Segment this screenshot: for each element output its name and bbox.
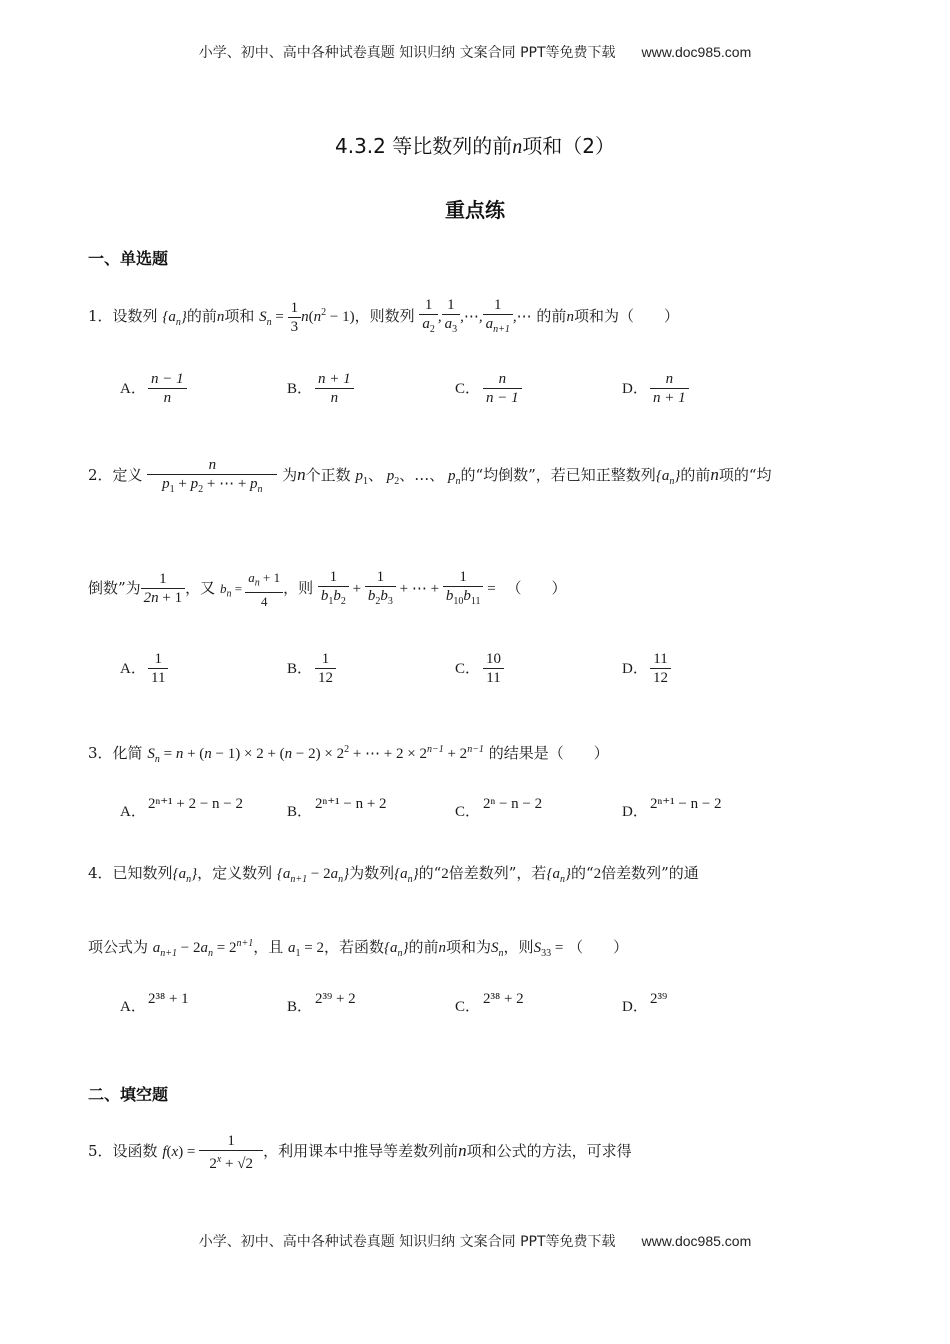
title-prefix: 4.3.2 等比数列的前 [335,134,513,158]
question-text: ，则数列 [354,306,415,325]
question-text: 的前 [186,306,217,325]
option-den: n [163,390,172,406]
question-3 [88,742,609,765]
question-text: 的“ [418,864,442,882]
question-text: 倍差数列”，若 [448,864,547,882]
option-label: C． [455,999,481,1015]
q2-option-d[interactable] [622,650,671,687]
question-text: 的结果是（ ） [488,744,609,762]
header-banner-text: 小学、初中、高中各种试卷真题 知识归纳 文案合同 PPT等免费下载 [198,45,616,61]
question-text: 倒数”为 [88,578,141,597]
question-text: 项和公式的方法，可求得 [466,1141,632,1160]
option-den: n + 1 [653,390,686,406]
option-den: n [330,390,339,406]
question-text: 的前 [408,938,439,956]
question-number: 2． [88,466,113,484]
footer-url-link[interactable]: www.doc985.com [641,1233,752,1249]
option-label: A． [120,660,146,677]
question-text: 项和为 [446,938,492,956]
page-subtitle: 重点练 [445,198,505,222]
math-a1: $a_1 = 2$ [288,940,324,959]
question-number: 1． [88,306,113,325]
option-label: D． [622,380,648,397]
option-num: 10 [483,650,504,669]
q2-option-b[interactable] [287,650,336,687]
q4-option-c[interactable] [455,991,524,1016]
math-seq-an: $\{a_n\}$ [162,308,187,328]
question-text: ，定义数列 [197,864,273,882]
footer-banner [0,1231,950,1251]
header-url-link[interactable]: www.doc985.com [641,44,752,60]
question-text: 的前 [680,466,711,484]
question-4-cont: 项公式为 $a_{n+1} - 2a_n = 2^{n+1}$，且 $a_1 = 2$，若函数$\{a_n\}$的前n项和为$S_n$，则$S_{33}$ = （ ） [88,938,629,959]
option-den: n − 1 [486,390,519,406]
option-label: B． [287,380,313,397]
option-num: n [650,370,689,389]
q4-option-b[interactable] [287,991,356,1016]
question-text: 为 [282,466,298,484]
math-sn-expression: $S_n = n + (n - 1) \times 2 + (n - 2) \times 2^2$ + ⋯ + $2 \times 2^{n-1} + 2^{n-1}$ [147,744,484,765]
question-text: 项公式为 [88,938,149,956]
question-text: ，利用课本中推导等差数列前 [263,1141,459,1160]
option-label: C． [455,804,481,820]
option-expr: 2ⁿ⁺¹ − n − 2 [650,796,722,812]
question-text: ，则 [283,578,314,597]
option-num: 11 [650,650,671,669]
option-expr: 2³⁸ + 1 [148,991,189,1007]
math-reciprocal-seq: $\frac{1}{a_2}$ , $\frac{1}{a_3}$ ,⋯, $\frac{1}{a_{n+1}}$ ,⋯ [419,309,531,325]
question-2-cont: 倒数”为 $\frac{1}{2n + 1}$ ，又 $b_n$ = $\frac{a_n + 1}{4}$ ，则 $\frac{1}{b_1b_2}$ + $\frac{1}{b_2b_3}$ + ⋯ + $\frac{1}{b_{10}b_{11}}$ = （ ） [88,569,567,610]
option-label: B． [287,660,313,677]
math-two: 2 [441,866,449,882]
title-suffix: 项和（2） [522,134,615,158]
option-label: B． [287,804,313,820]
question-text: 项的“均 [718,466,772,484]
question-text: 项和为（ ） [573,306,679,325]
option-label: C． [455,660,481,677]
option-label: D． [622,804,648,820]
question-number: 5． [88,1141,113,1160]
math-function-def: f(x) = $\frac{1}{2^x + √2}$ [162,1144,263,1160]
math-bn-def: $b_n$ = $\frac{a_n + 1}{4}$ [220,581,283,596]
question-text: 的前 [536,306,567,325]
question-text: 倍差数列”的通 [601,864,699,882]
option-den: 11 [486,670,501,686]
question-text: 个正数 [305,466,351,484]
option-den: 12 [653,670,668,686]
option-num: n [483,370,522,389]
question-text: ，若函数 [324,938,385,956]
math-diff-seq: $\{a_{n+1} - 2a_n\}$ [276,866,350,885]
q4-option-a[interactable] [120,991,189,1016]
option-expr: 2ⁿ⁺¹ + 2 − n − 2 [148,796,244,812]
q3-option-a[interactable] [120,796,244,821]
footer-banner-text: 小学、初中、高中各种试卷真题 知识归纳 文案合同 PPT等免费下载 [198,1234,616,1250]
question-number: 3． [88,744,113,762]
option-expr: 2³⁹ [650,991,668,1007]
option-num: 1 [148,650,168,669]
math-diff-formula: $a_{n+1} - 2a_n = 2^{n+1}$ [152,938,254,959]
question-4: 4．已知数列$\{a_n\}$，定义数列 $\{a_{n+1} - 2a_n\}$为数列$\{a_n\}$的“2倍差数列”，若$\{a_n\}$的“2倍差数列”的通 [88,864,699,885]
option-label: B． [287,999,313,1015]
question-text: （ ） [506,578,567,597]
math-mean-reciprocal-def: $\frac{n}{p_1 + p_2 + \cdots + p_n}$ [147,456,277,499]
option-den: 12 [318,670,333,686]
q4-option-d[interactable] [622,991,668,1016]
option-label: C． [455,380,481,397]
q1-option-a[interactable] [120,370,187,407]
title-var: n [512,136,523,158]
question-text: 设函数 [112,1141,158,1160]
math-p-list: $p_1$、 $p_2$、…、 $p_n$ [355,466,461,487]
option-num: n + 1 [315,370,354,389]
option-expr: 2ⁿ − n − 2 [483,796,543,812]
question-text: 定义 [112,466,143,484]
q2-option-a[interactable] [120,650,168,687]
question-text: 已知数列 [112,864,173,882]
q2-option-c[interactable] [455,650,504,687]
option-label: A． [120,999,146,1015]
q3-option-d[interactable] [622,796,722,821]
question-text: ，且 [253,938,284,956]
option-expr: 2ⁿ⁺¹ − n + 2 [315,796,387,812]
question-5: 5．设函数 f(x) = $\frac{1}{2^x + √2}$ ，利用课本中推导等差数列前n项和公式的方法，可求得 [88,1133,632,1172]
question-text: ，则 [503,938,534,956]
question-text: 化简 [112,744,143,762]
question-text: 项和 [224,306,255,325]
question-text: 的“均倒数”，若已知正整数列 [460,466,656,484]
math-sn-formula: $S_n$ = $\frac{1}{3}$ $n(n^2 - 1)$ [259,300,355,335]
math-bn-sum: $\frac{1}{b_1b_2}$ + $\frac{1}{b_2b_3}$ + ⋯ + $\frac{1}{b_{10}b_{11}}$ = [318,581,496,597]
section-single-choice: 一、单选题 [88,249,169,268]
page-title [0,130,950,159]
q1-option-d[interactable] [622,370,689,407]
question-2: 2．定义 $\frac{n}{p_1 + p_2 + \cdots + p_n}$ 为n个正数 $p_1$、 $p_2$、…、 $p_n$的“均倒数”，若已知正整数列$\{a_n\}$的前n项的“均 [88,456,772,499]
question-text: 设数列 [112,306,158,325]
option-den: 11 [151,670,166,686]
option-label: A． [120,380,146,397]
q1-option-b[interactable] [287,370,354,407]
question-number: 4． [88,864,113,882]
question-1: 1．设数列 $\{a_n\}$的前n项和 $S_n$ = $\frac{1}{3}$ $n(n^2 - 1)$，则数列 $\frac{1}{a_2}$ , $\frac{1}{a_3}$ ,⋯, $\frac{1}{a_{n+1}}$ ,⋯ 的前n项和为（ ） [88,297,679,335]
option-num: n − 1 [148,370,187,389]
section-fill-in: 二、填空题 [88,1085,169,1104]
option-expr: 2³⁸ + 2 [483,991,524,1007]
question-text: 的“ [570,864,594,882]
option-label: A． [120,804,146,820]
option-num: 1 [315,650,336,669]
question-text: 为数列 [349,864,395,882]
header-banner [0,42,950,62]
math-two: 2 [593,866,602,882]
option-label: D． [622,999,648,1015]
q3-option-c[interactable] [455,796,543,821]
option-expr: 2³⁹ + 2 [315,991,356,1007]
option-label: D． [622,660,648,677]
question-text: ，又 [185,578,216,597]
q1-option-c[interactable] [455,370,522,407]
q3-option-b[interactable] [287,796,387,821]
question-text: （ ） [568,938,629,956]
